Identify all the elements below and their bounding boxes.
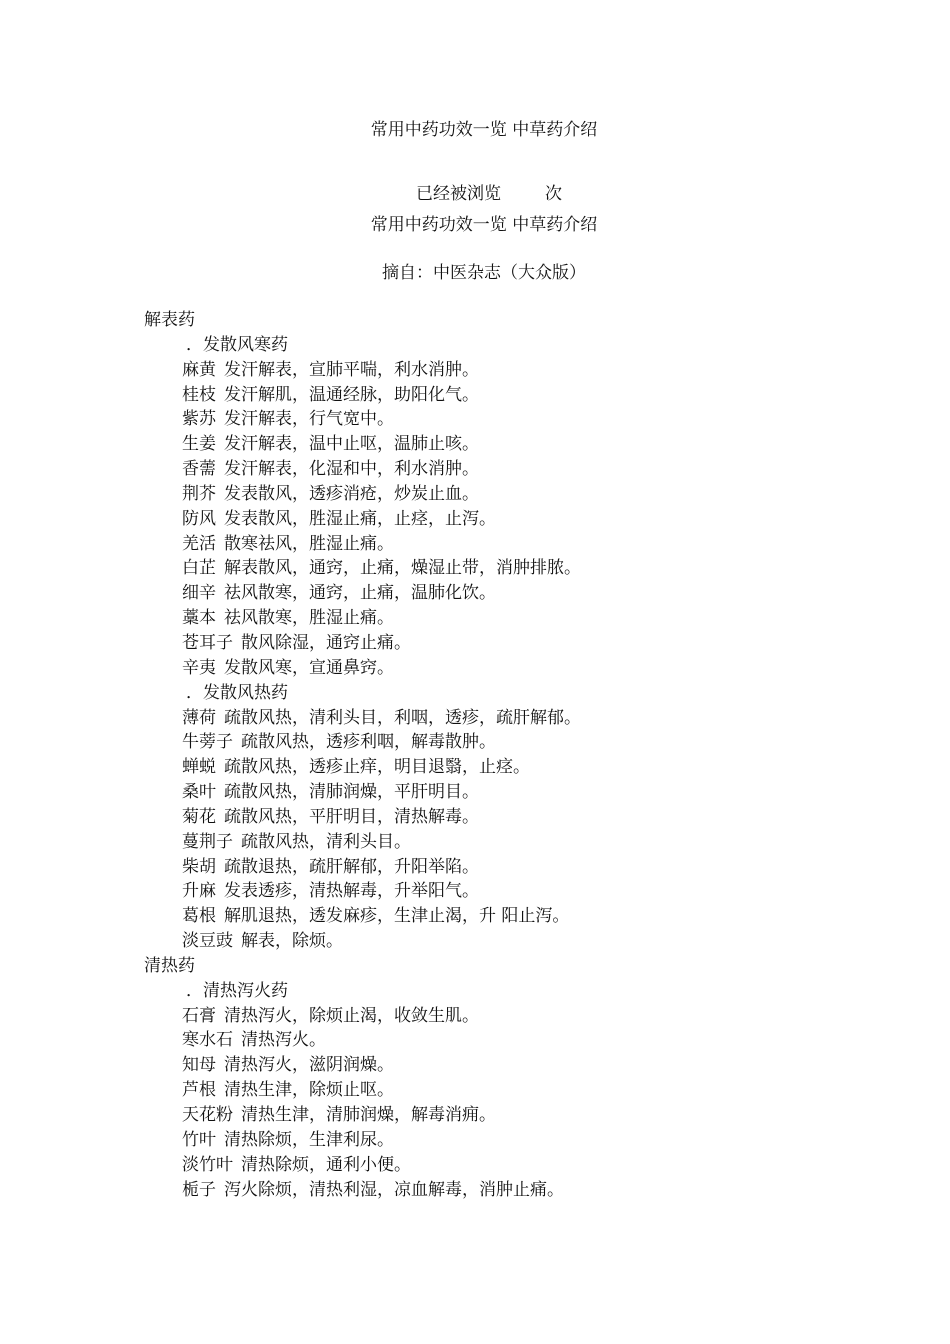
herb-effect: 发汗解表，宣肺平喘，利水消肿。 — [224, 359, 479, 380]
views-suffix: 次 — [545, 184, 562, 204]
herb-effect: 清热除烦，生津利尿。 — [224, 1129, 394, 1150]
list-item — [144, 1004, 904, 1029]
herb-name: 石膏 — [182, 1005, 216, 1026]
list-item — [144, 1153, 904, 1178]
list-item — [144, 631, 904, 656]
herb-name: 细辛 — [182, 583, 216, 604]
herb-name: 蝉蜕 — [182, 757, 216, 778]
herb-effect: 发汗解表，行气宽中。 — [224, 409, 394, 430]
herb-effect: 散风除湿，通窍止痛。 — [241, 632, 411, 653]
herb-name: 天花粉 — [182, 1105, 233, 1125]
herb-effect: 清热泻火，滋阴润燥。 — [224, 1055, 394, 1076]
subsection-heading: ．发散风寒药 — [186, 334, 288, 355]
herb-effect: 发汗解肌，温通经脉，助阳化气。 — [224, 384, 479, 405]
list-item — [144, 507, 904, 532]
herb-name: 淡豆豉 — [182, 931, 233, 952]
page-title: 常用中药功效一览 中草药介绍 — [370, 120, 598, 140]
article-body — [144, 308, 904, 1202]
herb-effect: 疏散风热，清利头目，利咽，透疹，疏肝解郁。 — [224, 707, 581, 728]
list-item — [144, 780, 904, 805]
herb-effect: 清热泻火，除烦止渴，收敛生肌。 — [224, 1005, 479, 1026]
list-item — [144, 855, 904, 880]
list-item — [144, 407, 904, 432]
views-prefix: 已经被浏览 — [416, 184, 501, 204]
list-item — [144, 432, 904, 457]
herb-name: 牛蒡子 — [182, 732, 233, 753]
herb-effect: 解肌退热，透发麻疹，生津止渴，升 阳止泻。 — [224, 906, 570, 927]
list-item — [144, 879, 904, 904]
list-item — [144, 532, 904, 557]
herb-effect: 散寒祛风，胜湿止痛。 — [224, 533, 394, 554]
herb-name: 葛根 — [182, 906, 216, 927]
herb-name: 羌活 — [182, 533, 216, 554]
herb-name: 生姜 — [182, 434, 216, 455]
view-count-line — [0, 182, 950, 206]
herb-effect: 疏散风热，清利头目。 — [241, 831, 411, 852]
article-title: 常用中药功效一览 中草药介绍 — [370, 215, 598, 235]
list-item — [144, 556, 904, 581]
herb-name: 荆芥 — [182, 483, 216, 504]
list-item — [144, 1078, 904, 1103]
herb-effect: 发汗解表，化湿和中，利水消肿。 — [224, 459, 479, 480]
herb-effect: 疏散风热，透疹止痒，明目退翳，止痉。 — [224, 757, 530, 778]
herb-name: 芦根 — [182, 1080, 216, 1101]
list-item — [144, 1028, 904, 1053]
herb-name: 苍耳子 — [182, 632, 233, 653]
herb-name: 桑叶 — [182, 782, 216, 803]
list-item — [144, 755, 904, 780]
herb-name: 桂枝 — [182, 384, 216, 405]
herb-effect: 清热泻火。 — [241, 1030, 326, 1051]
herb-effect: 清热除烦，通利小便。 — [241, 1154, 411, 1175]
list-item — [144, 706, 904, 731]
list-item — [144, 730, 904, 755]
herb-effect: 疏散风热，清肺润燥，平肝明目。 — [224, 782, 479, 803]
herb-name: 藁本 — [182, 608, 216, 629]
subsection-heading: ．发散风热药 — [186, 682, 288, 703]
list-item — [144, 929, 904, 954]
herb-name: 蔓荆子 — [182, 831, 233, 852]
herb-effect: 发散风寒，宣通鼻窍。 — [224, 657, 394, 678]
herb-name: 淡竹叶 — [182, 1154, 233, 1175]
list-item — [144, 656, 904, 681]
herb-effect: 祛风散寒，胜湿止痛。 — [224, 608, 394, 629]
herb-effect: 清热生津，清肺润燥，解毒消痈。 — [241, 1105, 496, 1125]
list-item — [144, 383, 904, 408]
source-line: 摘自：中医杂志（大众版） — [382, 263, 586, 283]
list-item — [144, 606, 904, 631]
herb-name: 栀子 — [182, 1179, 216, 1200]
herb-effect: 发表散风，透疹消疮，炒炭止血。 — [224, 483, 479, 504]
herb-name: 辛夷 — [182, 657, 216, 678]
list-item — [144, 1128, 904, 1153]
list-item — [144, 457, 904, 482]
herb-effect: 疏散风热，平肝明目，清热解毒。 — [224, 806, 479, 827]
herb-name: 升麻 — [182, 881, 216, 902]
herb-effect: 清热生津，除烦止呕。 — [224, 1080, 394, 1101]
herb-name: 香薷 — [182, 459, 216, 480]
herb-effect: 祛风散寒，通窍，止痛，温肺化饮。 — [224, 583, 496, 604]
list-item — [144, 1178, 904, 1203]
herb-name: 麻黄 — [182, 359, 216, 380]
herb-effect: 发表散风，胜湿止痛，止痉，止泻。 — [224, 508, 496, 529]
herb-effect: 发汗解表，温中止呕，温肺止咳。 — [224, 434, 479, 455]
herb-name: 白芷 — [182, 558, 216, 579]
list-item — [144, 805, 904, 830]
category-heading: 清热药 — [144, 955, 195, 976]
subsection-heading: ．清热泻火药 — [186, 980, 288, 1001]
list-item — [144, 358, 904, 383]
list-item — [144, 581, 904, 606]
herb-effect: 泻火除烦，清热利湿，凉血解毒，消肿止痛。 — [224, 1179, 564, 1200]
herb-name: 竹叶 — [182, 1129, 216, 1150]
herb-effect: 解表，除烦。 — [241, 931, 343, 952]
herb-effect: 发表透疹，清热解毒，升举阳气。 — [224, 881, 479, 902]
list-item — [144, 830, 904, 855]
list-item — [144, 482, 904, 507]
herb-name: 菊花 — [182, 806, 216, 827]
category-heading: 解表药 — [144, 310, 195, 330]
herb-name: 薄荷 — [182, 707, 216, 728]
herb-name: 防风 — [182, 508, 216, 529]
herb-name: 柴胡 — [182, 856, 216, 877]
herb-effect: 解表散风，通窍，止痛，燥湿止带，消肿排脓。 — [224, 558, 581, 579]
list-item — [144, 1103, 904, 1128]
herb-effect: 疏散退热，疏肝解郁，升阳举陷。 — [224, 856, 479, 877]
herb-name: 知母 — [182, 1055, 216, 1076]
herb-name: 寒水石 — [182, 1030, 233, 1051]
herb-name: 紫苏 — [182, 409, 216, 430]
list-item — [144, 904, 904, 929]
herb-effect: 疏散风热，透疹利咽，解毒散肿。 — [241, 732, 496, 753]
list-item — [144, 1053, 904, 1078]
